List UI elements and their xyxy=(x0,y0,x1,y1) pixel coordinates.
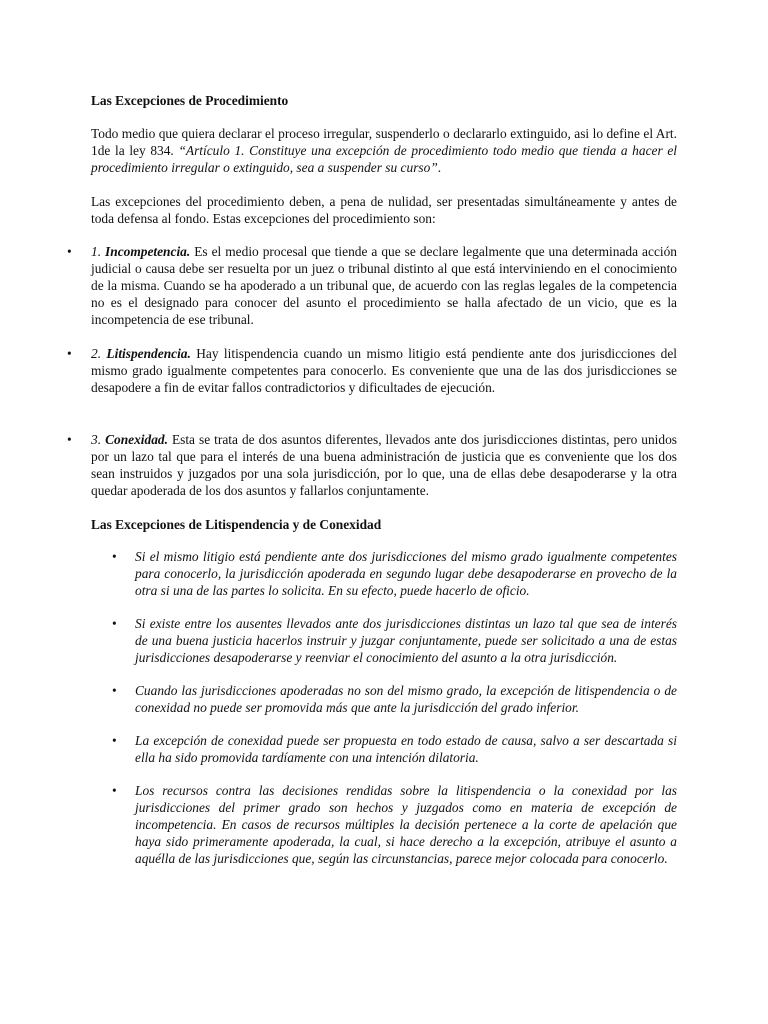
intro-paragraph xyxy=(91,125,677,176)
bullet-icon: • xyxy=(112,616,117,631)
document-page xyxy=(67,92,678,883)
list-item xyxy=(112,615,677,666)
item-text: Es el medio procesal que tiende a que se declare legalmente que una determinada acción judicial o causa debe ser resuelta por un juez o tribunal distinto al que está interviniendo en el conocimiento de la misma. Cuando se ha apoderado a un tribunal que, de acuerdo con las reglas legales de la competencia no es el designado para conocer del asunto el procedimiento se halla afectado de un vicio, que es la incompetencia de ese tribunal. xyxy=(91,244,677,327)
item-term: Litispendencia. xyxy=(106,346,191,361)
item-term: Incompetencia. xyxy=(105,244,191,259)
list-item-incompetencia xyxy=(67,243,677,328)
item-number: 3. xyxy=(91,432,106,447)
list-item-litispendencia xyxy=(67,345,677,396)
section-2-title: Las Excepciones de Litispendencia y de Conexidad xyxy=(91,517,382,532)
list-item-text: Si el mismo litigio está pendiente ante dos jurisdicciones del mismo grado igualmente competentes para conocerlo, la jurisdicción apoderada en segundo lugar debe desapoderarse en provecho de la otra si una de las partes lo solicita. En su efecto, puede hacerlo de oficio. xyxy=(135,549,677,598)
list-item-text: La excepción de conexidad puede ser propuesta en todo estado de causa, salvo a ser descartada si ella ha sido promovida tardíamente con una intención dilatoria. xyxy=(135,733,677,765)
intro-end: . xyxy=(437,160,442,175)
bullet-icon: • xyxy=(67,346,72,361)
list-item-conexidad xyxy=(67,431,678,499)
item-text: Esta se trata de dos asuntos diferentes, llevados ante dos jurisdicciones distintas, pero unidos por un lazo tal que para el interés de una buena administración de justicia que es conveniente que los dos sean instruidos y juzgados por una sola jurisdicción, por lo que, una de ellas debe desapoderarse y la otra quedar apoderada de los dos asuntos y fallarlos conjuntamente. xyxy=(91,432,678,498)
bullet-icon: • xyxy=(67,432,72,447)
bullet-icon: • xyxy=(67,244,72,259)
bullet-icon: • xyxy=(112,683,117,698)
intro-quote: “Artículo 1. Constituye una excepción de procedimiento todo medio que tienda a hacer el procedimiento irregular o extinguido, sea a suspender su curso” xyxy=(91,143,677,175)
bullet-icon: • xyxy=(112,549,117,564)
bullet-icon: • xyxy=(112,783,117,798)
item-text: Hay litispendencia cuando un mismo litigio está pendiente ante dos jurisdicciones del mismo grado igualmente competentes para conocerlo. Es conveniente que una de las dos jurisdicciones se desapodere a fin de evitar fallos contradictorios y dificultades de ejecución. xyxy=(91,346,677,395)
list-item xyxy=(112,548,677,599)
list-item xyxy=(112,782,677,867)
paragraph-2: Las excepciones del procedimiento deben, a pena de nulidad, ser presentadas simultáneamente y antes de toda defensa al fondo. Estas excepciones del procedimiento son: xyxy=(91,194,677,226)
intro-text: Todo medio que quiera declarar el proceso irregular, suspenderlo o declararlo extinguido, asi lo define el Art. 1de la ley 834. xyxy=(91,126,677,158)
list-item-text: Si existe entre los ausentes llevados ante dos jurisdicciones distintas un lazo tal que sea de interés de una buena justicia hacerlos instruir y juzgar conjuntamente, puede ser solicitado a una de estas jurisdicciones desapoderarse y reenviar el conocimiento del asunto a la otra jurisdicción. xyxy=(135,616,677,665)
list-item-text: Cuando las jurisdicciones apoderadas no son del mismo grado, la excepción de litispendencia o de conexidad no puede ser promovida más que ante la jurisdicción del grado inferior. xyxy=(135,683,677,715)
list-item xyxy=(112,732,677,766)
item-term: Conexidad. xyxy=(105,432,168,447)
list-item-text: Los recursos contra las decisiones rendidas sobre la litispendencia o la conexidad por las jurisdicciones del primer grado son hechos y juzgados como en materia de excepción de incompetencia. En casos de recursos múltiples la decisión pertenece a la corte de apelación que haya sido primeramente apoderada, la cual, si hace derecho a la excepción, atribuye el asunto a aquélla de las jurisdicciones que, según las circunstancias, parece mejor colocada para conocerlo. xyxy=(135,783,677,866)
exceptions-list xyxy=(67,243,678,499)
bullet-icon: • xyxy=(112,733,117,748)
list-item xyxy=(112,682,677,716)
section-2-list xyxy=(91,548,677,867)
item-number: 1. xyxy=(91,244,106,259)
document-title: Las Excepciones de Procedimiento xyxy=(91,93,289,108)
item-number: 2. xyxy=(91,346,107,361)
